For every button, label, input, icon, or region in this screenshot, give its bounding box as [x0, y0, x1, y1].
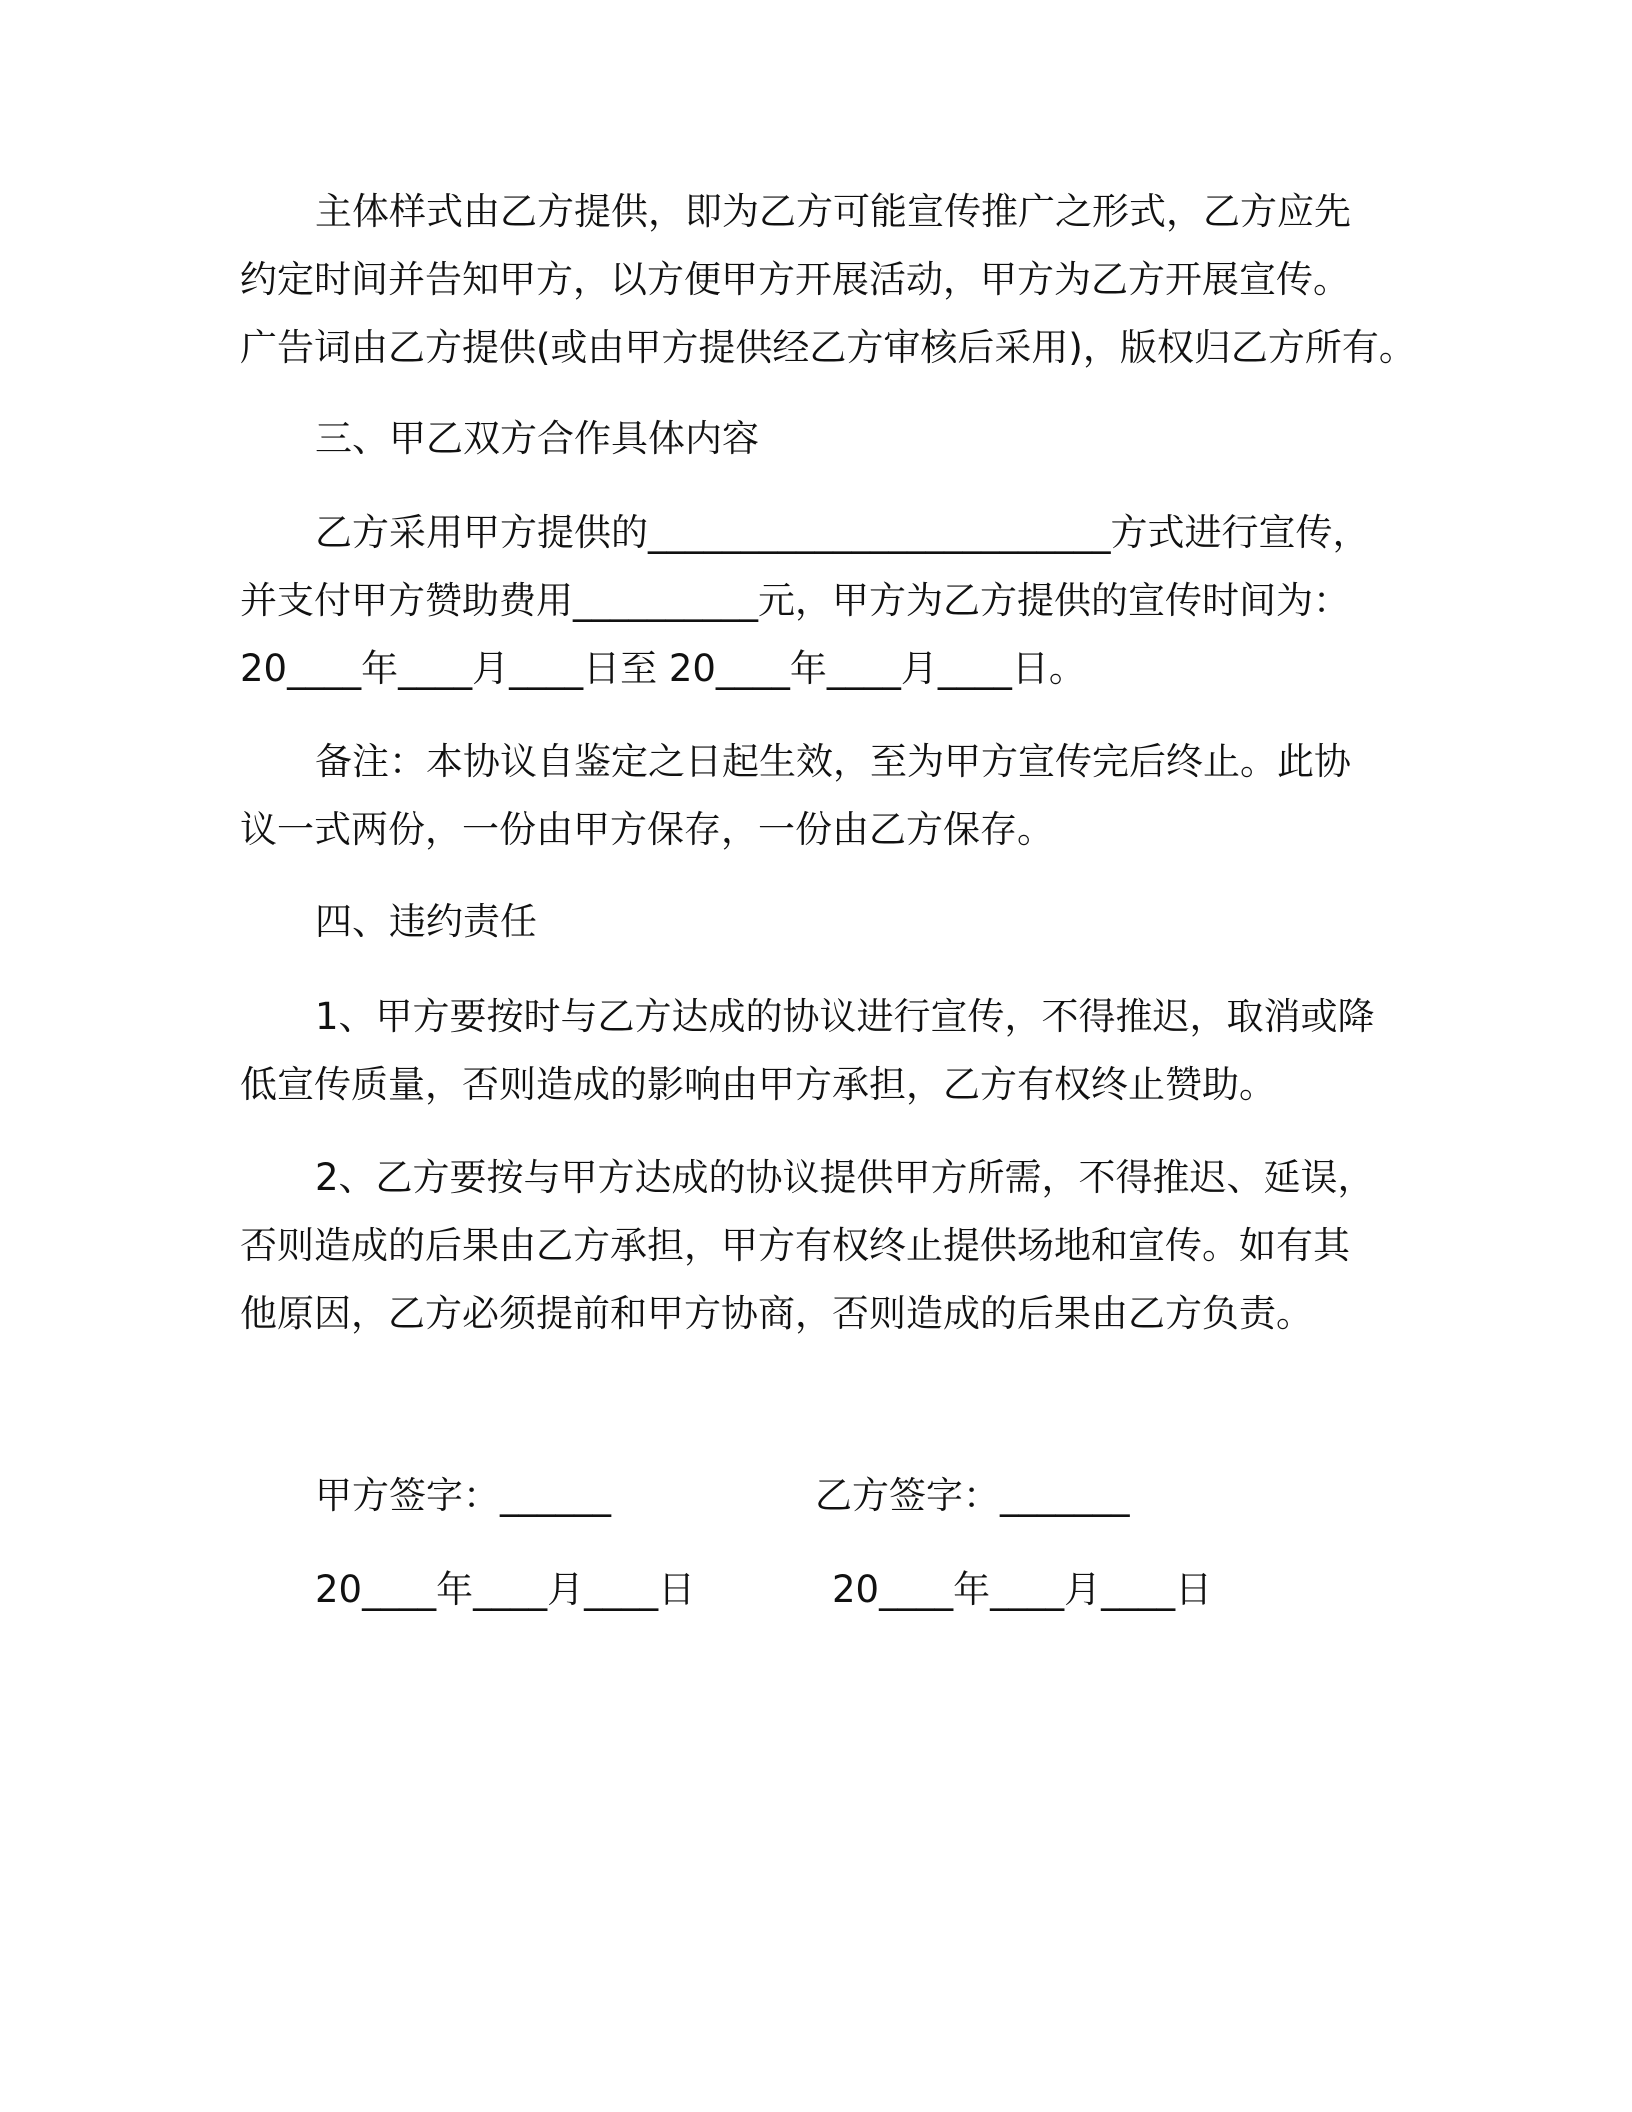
heading-text: 四、违约责任 — [315, 900, 537, 943]
section-heading-liability — [240, 888, 1440, 956]
text-line: 他原因，乙方必须提前和甲方协商，否则造成的后果由乙方负责。 — [240, 1292, 1313, 1335]
text-line: 乙方采用甲方提供的_________________________方式进行宣传， — [315, 511, 1370, 554]
text-line: 并支付甲方赞助费用__________元，甲方为乙方提供的宣传时间为： — [240, 579, 1350, 622]
text-line: 主体样式由乙方提供，即为乙方可能宣传推广之形式，乙方应先 — [315, 190, 1351, 233]
heading-text: 三、甲乙双方合作具体内容 — [315, 417, 759, 460]
text-line: 20____年____月____日至 20____年____月____日。 — [240, 647, 1086, 690]
paragraph-style-provision — [240, 178, 1440, 382]
paragraph-cooperation-terms — [240, 499, 1440, 703]
party-b-signature: 乙方签字：_______ — [815, 1474, 1130, 1517]
text-line: 议一式两份，一份由甲方保存，一份由乙方保存。 — [240, 808, 1054, 851]
section-heading-cooperation — [240, 405, 1440, 473]
text-line: 广告词由乙方提供(或由甲方提供经乙方审核后采用)，版权归乙方所有。 — [240, 326, 1416, 369]
text-line: 1、甲方要按时与乙方达成的协议进行宣传，不得推迟，取消或降 — [315, 995, 1375, 1038]
text-line: 2、乙方要按与甲方达成的协议提供甲方所需，不得推迟、延误， — [315, 1156, 1375, 1199]
text-line: 约定时间并告知甲方，以方便甲方开展活动，甲方为乙方开展宣传。 — [240, 258, 1350, 301]
text-line: 备注：本协议自鉴定之日起生效，至为甲方宣传完后终止。此协 — [315, 740, 1351, 783]
text-line: 低宣传质量，否则造成的影响由甲方承担，乙方有权终止赞助。 — [240, 1063, 1276, 1106]
text-line: 否则造成的后果由乙方承担，甲方有权终止提供场地和宣传。如有其 — [240, 1224, 1350, 1267]
paragraph-remarks — [240, 728, 1440, 864]
party-b-date: 20____年____月____日 — [832, 1568, 1213, 1611]
party-a-signature: 甲方签字：______ — [315, 1474, 611, 1517]
paragraph-liability-party-b — [240, 1144, 1440, 1348]
paragraph-liability-party-a — [240, 983, 1440, 1119]
party-a-date: 20____年____月____日 — [315, 1568, 696, 1611]
